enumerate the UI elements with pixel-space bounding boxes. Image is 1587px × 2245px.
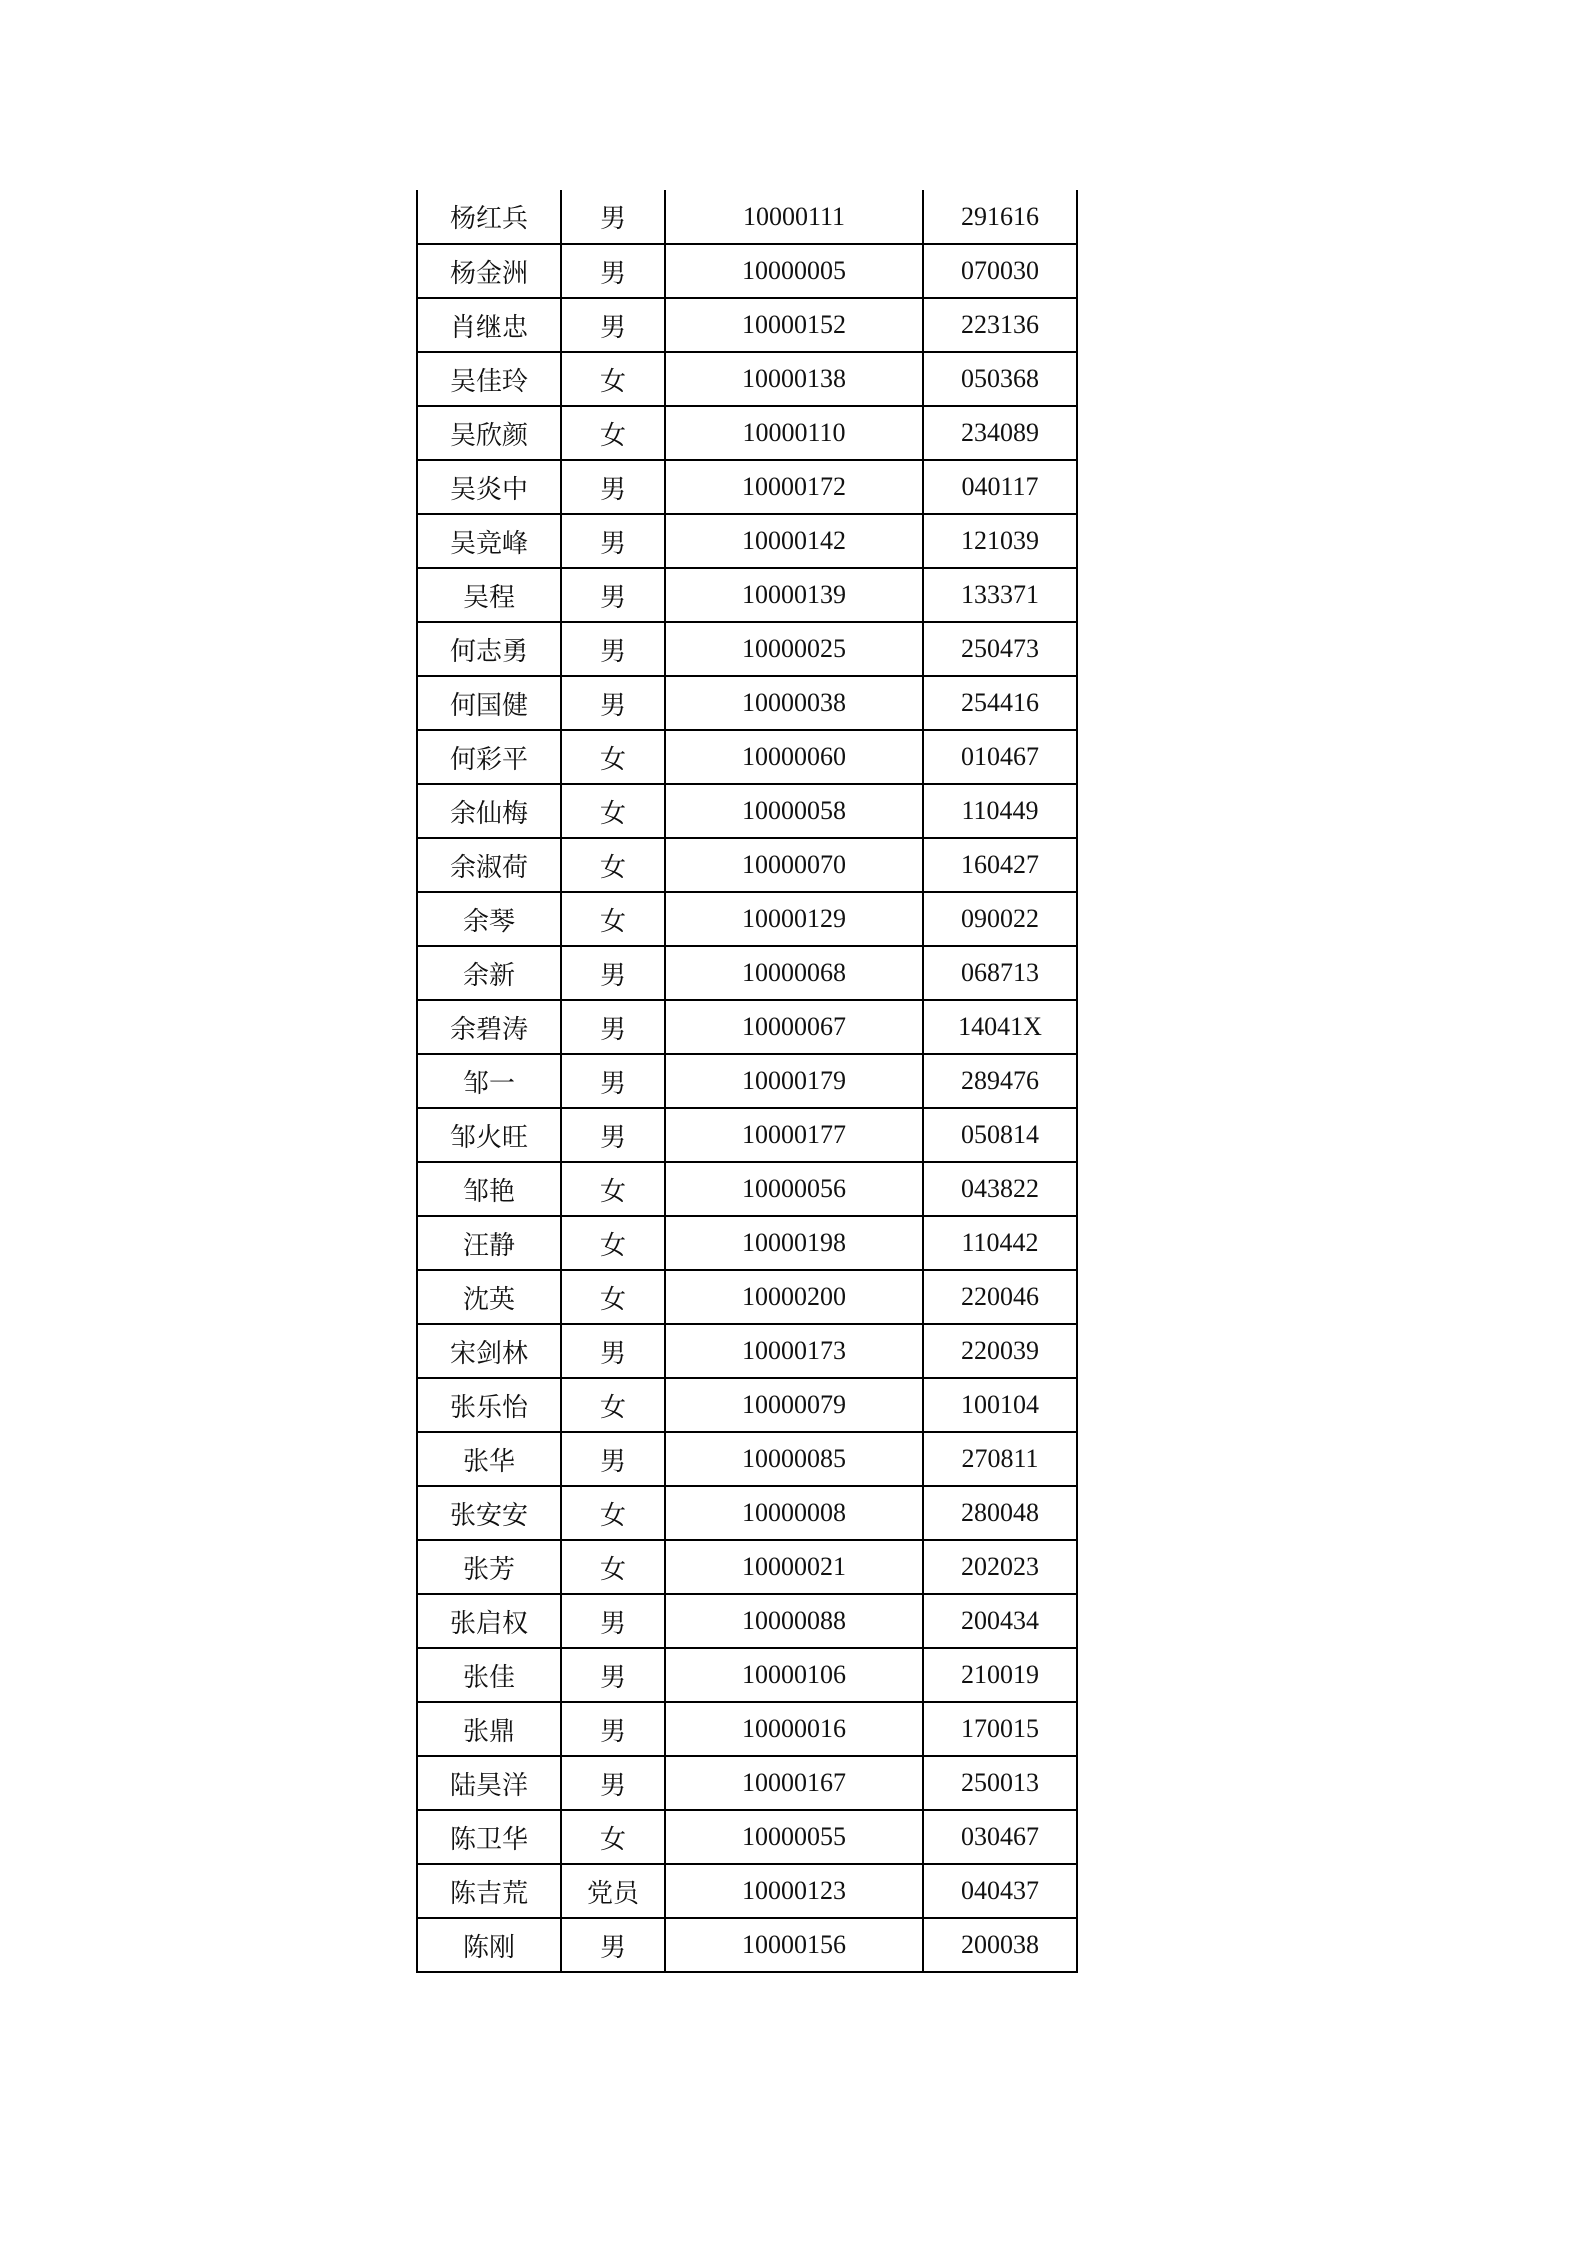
table-row: [417, 1162, 1077, 1216]
name-cell: 汪静: [417, 1216, 561, 1270]
name-cell: 余琴: [417, 892, 561, 946]
gender-cell: 党员: [561, 1864, 665, 1918]
table-row: [417, 406, 1077, 460]
name-cell: 余碧涛: [417, 1000, 561, 1054]
id-cell: 10000085: [665, 1432, 923, 1486]
code-cell: 254416: [923, 676, 1077, 730]
code-cell: 110449: [923, 784, 1077, 838]
id-cell: 10000016: [665, 1702, 923, 1756]
code-cell: 170015: [923, 1702, 1077, 1756]
gender-cell: 男: [561, 244, 665, 298]
gender-cell: 男: [561, 1702, 665, 1756]
name-cell: 余仙梅: [417, 784, 561, 838]
id-cell: 10000058: [665, 784, 923, 838]
name-cell: 宋剑林: [417, 1324, 561, 1378]
id-cell: 10000156: [665, 1918, 923, 1972]
table-row: [417, 1648, 1077, 1702]
gender-cell: 女: [561, 1216, 665, 1270]
id-cell: 10000005: [665, 244, 923, 298]
table-row: [417, 1216, 1077, 1270]
gender-cell: 男: [561, 946, 665, 1000]
name-cell: 吴炎中: [417, 460, 561, 514]
table-row: [417, 1810, 1077, 1864]
name-cell: 陈卫华: [417, 1810, 561, 1864]
code-cell: 121039: [923, 514, 1077, 568]
name-cell: 杨金洲: [417, 244, 561, 298]
table-row: [417, 1378, 1077, 1432]
name-cell: 何国健: [417, 676, 561, 730]
code-cell: 068713: [923, 946, 1077, 1000]
id-cell: 10000200: [665, 1270, 923, 1324]
code-cell: 280048: [923, 1486, 1077, 1540]
name-cell: 张佳: [417, 1648, 561, 1702]
roster-body: [417, 190, 1077, 1972]
gender-cell: 男: [561, 1108, 665, 1162]
name-cell: 张华: [417, 1432, 561, 1486]
table-row: [417, 1756, 1077, 1810]
gender-cell: 男: [561, 1648, 665, 1702]
code-cell: 160427: [923, 838, 1077, 892]
name-cell: 张启权: [417, 1594, 561, 1648]
name-cell: 肖继忠: [417, 298, 561, 352]
code-cell: 070030: [923, 244, 1077, 298]
table-row: [417, 298, 1077, 352]
gender-cell: 女: [561, 1810, 665, 1864]
table-row: [417, 1864, 1077, 1918]
code-cell: 110442: [923, 1216, 1077, 1270]
code-cell: 234089: [923, 406, 1077, 460]
id-cell: 10000038: [665, 676, 923, 730]
id-cell: 10000173: [665, 1324, 923, 1378]
table-row: [417, 1270, 1077, 1324]
gender-cell: 女: [561, 1162, 665, 1216]
name-cell: 何志勇: [417, 622, 561, 676]
id-cell: 10000179: [665, 1054, 923, 1108]
roster-table: [416, 190, 1078, 1973]
id-cell: 10000021: [665, 1540, 923, 1594]
name-cell: 张鼎: [417, 1702, 561, 1756]
table-row: [417, 460, 1077, 514]
gender-cell: 女: [561, 838, 665, 892]
gender-cell: 女: [561, 1486, 665, 1540]
id-cell: 10000172: [665, 460, 923, 514]
name-cell: 余淑荷: [417, 838, 561, 892]
code-cell: 050368: [923, 352, 1077, 406]
name-cell: 吴竞峰: [417, 514, 561, 568]
gender-cell: 女: [561, 406, 665, 460]
gender-cell: 男: [561, 1000, 665, 1054]
name-cell: 吴欣颜: [417, 406, 561, 460]
name-cell: 陈吉荒: [417, 1864, 561, 1918]
code-cell: 043822: [923, 1162, 1077, 1216]
id-cell: 10000167: [665, 1756, 923, 1810]
gender-cell: 男: [561, 622, 665, 676]
id-cell: 10000138: [665, 352, 923, 406]
id-cell: 10000111: [665, 190, 923, 244]
id-cell: 10000055: [665, 1810, 923, 1864]
gender-cell: 男: [561, 568, 665, 622]
code-cell: 100104: [923, 1378, 1077, 1432]
code-cell: 223136: [923, 298, 1077, 352]
id-cell: 10000056: [665, 1162, 923, 1216]
table-row: [417, 622, 1077, 676]
code-cell: 133371: [923, 568, 1077, 622]
id-cell: 10000025: [665, 622, 923, 676]
code-cell: 250013: [923, 1756, 1077, 1810]
code-cell: 250473: [923, 622, 1077, 676]
table-row: [417, 514, 1077, 568]
gender-cell: 男: [561, 298, 665, 352]
code-cell: 200038: [923, 1918, 1077, 1972]
code-cell: 010467: [923, 730, 1077, 784]
code-cell: 040117: [923, 460, 1077, 514]
id-cell: 10000152: [665, 298, 923, 352]
code-cell: 14041X: [923, 1000, 1077, 1054]
gender-cell: 女: [561, 730, 665, 784]
id-cell: 10000110: [665, 406, 923, 460]
id-cell: 10000060: [665, 730, 923, 784]
table-row: [417, 244, 1077, 298]
gender-cell: 男: [561, 1756, 665, 1810]
gender-cell: 男: [561, 676, 665, 730]
id-cell: 10000008: [665, 1486, 923, 1540]
table-row: [417, 784, 1077, 838]
code-cell: 289476: [923, 1054, 1077, 1108]
name-cell: 余新: [417, 946, 561, 1000]
gender-cell: 女: [561, 352, 665, 406]
code-cell: 040437: [923, 1864, 1077, 1918]
id-cell: 10000070: [665, 838, 923, 892]
name-cell: 吴程: [417, 568, 561, 622]
table-row: [417, 838, 1077, 892]
name-cell: 吴佳玲: [417, 352, 561, 406]
table-row: [417, 1324, 1077, 1378]
id-cell: 10000139: [665, 568, 923, 622]
gender-cell: 男: [561, 1054, 665, 1108]
code-cell: 270811: [923, 1432, 1077, 1486]
name-cell: 张芳: [417, 1540, 561, 1594]
id-cell: 10000079: [665, 1378, 923, 1432]
gender-cell: 男: [561, 1918, 665, 1972]
code-cell: 220046: [923, 1270, 1077, 1324]
id-cell: 10000142: [665, 514, 923, 568]
name-cell: 陈刚: [417, 1918, 561, 1972]
gender-cell: 女: [561, 1378, 665, 1432]
gender-cell: 男: [561, 460, 665, 514]
name-cell: 陆昊洋: [417, 1756, 561, 1810]
table-row: [417, 1054, 1077, 1108]
id-cell: 10000106: [665, 1648, 923, 1702]
code-cell: 090022: [923, 892, 1077, 946]
gender-cell: 女: [561, 1270, 665, 1324]
code-cell: 220039: [923, 1324, 1077, 1378]
table-row: [417, 1540, 1077, 1594]
name-cell: 何彩平: [417, 730, 561, 784]
code-cell: 202023: [923, 1540, 1077, 1594]
name-cell: 邹艳: [417, 1162, 561, 1216]
code-cell: 291616: [923, 190, 1077, 244]
name-cell: 杨红兵: [417, 190, 561, 244]
id-cell: 10000177: [665, 1108, 923, 1162]
gender-cell: 女: [561, 892, 665, 946]
gender-cell: 男: [561, 1594, 665, 1648]
table-row: [417, 1594, 1077, 1648]
id-cell: 10000067: [665, 1000, 923, 1054]
table-row: [417, 1702, 1077, 1756]
table-row: [417, 676, 1077, 730]
gender-cell: 男: [561, 1324, 665, 1378]
table-row: [417, 730, 1077, 784]
table-row: [417, 1486, 1077, 1540]
gender-cell: 男: [561, 514, 665, 568]
gender-cell: 男: [561, 1432, 665, 1486]
table-row: [417, 190, 1077, 244]
code-cell: 050814: [923, 1108, 1077, 1162]
id-cell: 10000198: [665, 1216, 923, 1270]
name-cell: 张乐怡: [417, 1378, 561, 1432]
gender-cell: 女: [561, 1540, 665, 1594]
id-cell: 10000088: [665, 1594, 923, 1648]
table-row: [417, 1918, 1077, 1972]
name-cell: 邹火旺: [417, 1108, 561, 1162]
name-cell: 张安安: [417, 1486, 561, 1540]
gender-cell: 男: [561, 190, 665, 244]
id-cell: 10000129: [665, 892, 923, 946]
name-cell: 沈英: [417, 1270, 561, 1324]
table-row: [417, 1000, 1077, 1054]
gender-cell: 女: [561, 784, 665, 838]
code-cell: 030467: [923, 1810, 1077, 1864]
table-row: [417, 352, 1077, 406]
id-cell: 10000123: [665, 1864, 923, 1918]
table-row: [417, 892, 1077, 946]
table-row: [417, 1108, 1077, 1162]
id-cell: 10000068: [665, 946, 923, 1000]
table-row: [417, 946, 1077, 1000]
code-cell: 200434: [923, 1594, 1077, 1648]
table-row: [417, 568, 1077, 622]
table-row: [417, 1432, 1077, 1486]
code-cell: 210019: [923, 1648, 1077, 1702]
name-cell: 邹一: [417, 1054, 561, 1108]
